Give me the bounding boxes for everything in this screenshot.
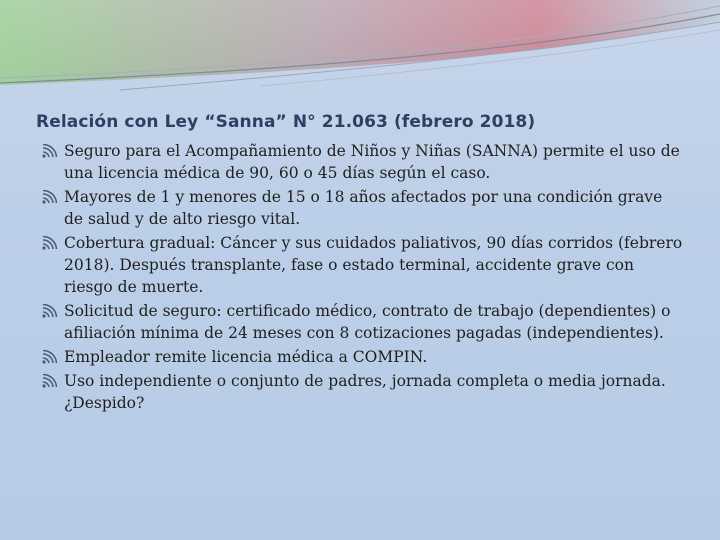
- bullet-text: Solicitud de seguro: certificado médico, contrato de trabajo (dependientes) o afiliación mínima de 24 meses con 8 cotizaciones pagadas (independientes).: [64, 302, 671, 342]
- bullet-text: Empleador remite licencia médica a COMPIN.: [64, 348, 428, 366]
- bullet-item: [36, 346, 686, 368]
- wifi-signal-icon: [42, 350, 58, 364]
- bullet-item: [36, 370, 686, 414]
- bullet-text: Cobertura gradual: Cáncer y sus cuidados paliativos, 90 días corridos (febrero 2018). Después transplante, fase o estado terminal, accidente grave con riesgo de muerte.: [64, 234, 683, 296]
- wifi-signal-icon: [42, 144, 58, 158]
- bullet-item: [36, 232, 686, 298]
- wifi-signal-icon: [42, 304, 58, 318]
- wifi-signal-icon: [42, 374, 58, 388]
- wifi-signal-icon: [42, 236, 58, 250]
- bullet-text: Seguro para el Acompañamiento de Niños y Niñas (SANNA) permite el uso de una licencia médica de 90, 60 o 45 días según el caso.: [64, 142, 680, 182]
- wifi-signal-icon: [42, 190, 58, 204]
- bullet-item: [36, 140, 686, 184]
- bullet-item: [36, 300, 686, 344]
- decorative-banner: [0, 0, 720, 95]
- bullet-text: Uso independiente o conjunto de padres, jornada completa o media jornada. ¿Despido?: [64, 372, 666, 412]
- bullet-text: Mayores de 1 y menores de 15 o 18 años afectados por una condición grave de salud y de alto riesgo vital.: [64, 188, 663, 228]
- bullet-item: [36, 186, 686, 230]
- bullet-list: [36, 140, 686, 414]
- slide-content: [36, 112, 686, 416]
- slide-title: Relación con Ley “Sanna” N° 21.063 (febrero 2018): [36, 112, 536, 132]
